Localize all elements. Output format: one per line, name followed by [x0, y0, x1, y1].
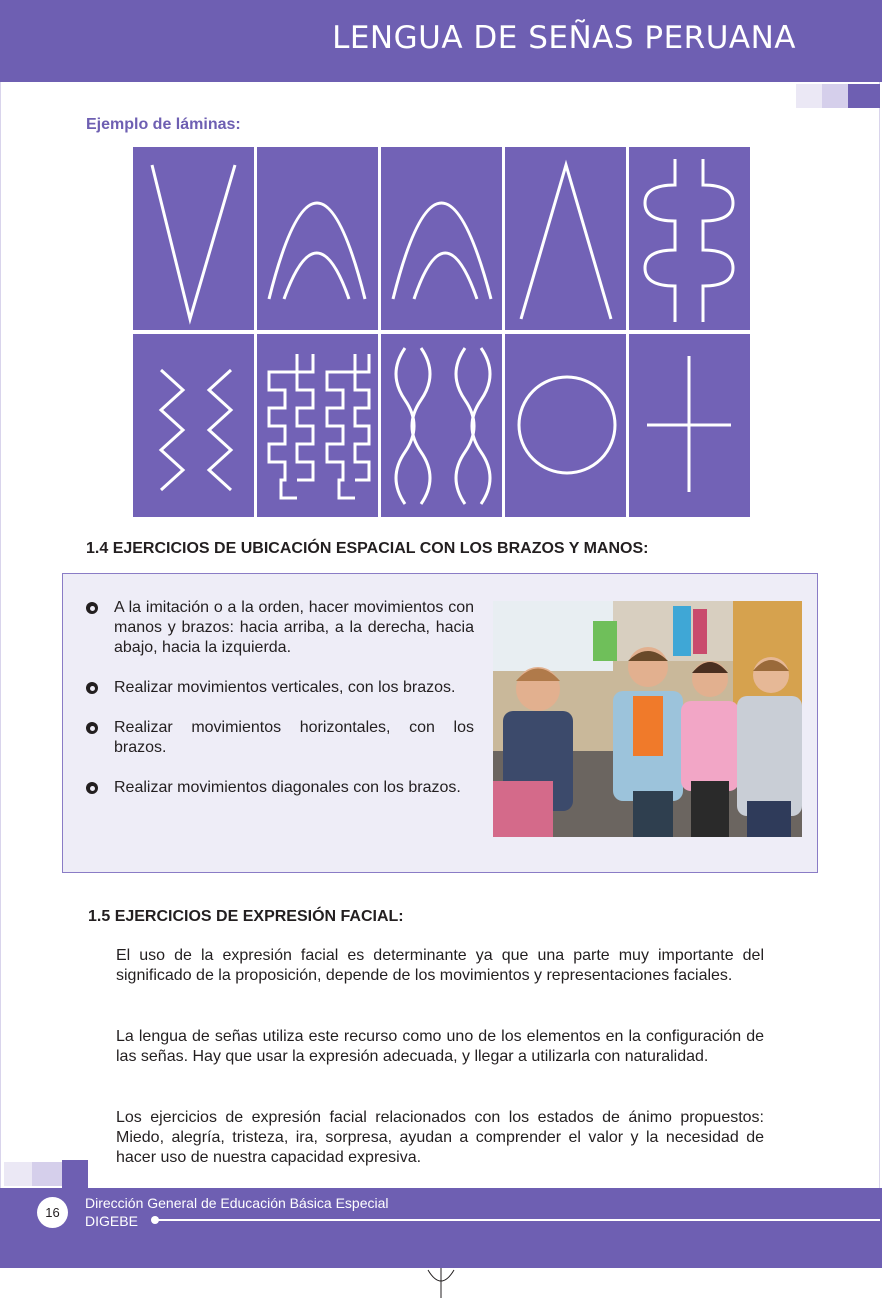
list-item — [86, 778, 474, 798]
stepped-lines-icon — [257, 334, 378, 517]
tile-arch-shape-2 — [381, 147, 502, 330]
circle-icon — [505, 334, 626, 517]
footer-acronym: DIGEBE — [85, 1213, 138, 1229]
footer-tab — [62, 1160, 88, 1188]
paragraph: Los ejercicios de expresión facial relacionados con los estados de ánimo propuestos: Miedo, alegría, tristeza, ira, sorpresa, ayudan a comprender el valor y la necesidad de hacer uso de nuestra capacidad expresiva. — [116, 1109, 764, 1166]
tile-arch-shape — [257, 147, 378, 330]
cross-icon — [629, 334, 750, 517]
corner-decoration — [822, 84, 848, 108]
v-shape-icon — [133, 147, 254, 330]
bullet-icon — [86, 682, 98, 694]
tile-circle-shape — [505, 334, 626, 517]
corner-decoration — [848, 84, 880, 108]
bullet-icon — [86, 782, 98, 794]
list-item — [86, 718, 474, 758]
header-band — [0, 0, 882, 82]
tracing-sheet-grid — [133, 147, 749, 517]
example-label: Ejemplo de láminas: — [86, 116, 241, 133]
bullet-icon — [86, 602, 98, 614]
tile-bulge-shape — [629, 147, 750, 330]
exercise-list — [86, 598, 474, 818]
crop-mark-icon — [426, 1268, 456, 1298]
children-exercise-image — [493, 601, 802, 837]
zigzag-lines-icon — [133, 334, 254, 517]
header-title: LENGUA DE SEÑAS PERUANA — [332, 20, 796, 56]
double-arch-icon — [257, 147, 378, 330]
inverted-v-icon — [505, 147, 626, 330]
list-item — [86, 598, 474, 658]
page-number: 16 — [37, 1197, 68, 1228]
list-item-text: A la imitación o a la orden, hacer movimientos con manos y brazos: hacia arriba, a la derecha, hacia abajo, hacia la izquierda. — [114, 599, 474, 656]
footer-rule — [152, 1219, 880, 1221]
corner-decoration — [32, 1162, 62, 1186]
list-item-text: Realizar movimientos verticales, con los brazos. — [114, 679, 456, 696]
list-item — [86, 678, 474, 698]
tile-zigzag-shape — [133, 334, 254, 517]
wavy-lines-icon — [381, 334, 502, 517]
tile-cross-shape — [629, 334, 750, 517]
tile-wave-shape — [381, 334, 502, 517]
footer-institution: Dirección General de Educación Básica Especial — [85, 1195, 389, 1211]
tile-peak-shape — [505, 147, 626, 330]
tile-v-shape — [133, 147, 254, 330]
list-item-text: Realizar movimientos horizontales, con los brazos. — [114, 719, 474, 756]
section-heading-1-5: 1.5 EJERCICIOS DE EXPRESIÓN FACIAL: — [88, 908, 404, 925]
section-heading-1-4: 1.4 EJERCICIOS DE UBICACIÓN ESPACIAL CON LOS BRAZOS Y MANOS: — [86, 540, 649, 557]
paragraph: El uso de la expresión facial es determinante ya que una parte muy importante del significado de la proposición, depende de los movimientos y representaciones faciales. — [116, 947, 764, 984]
bullet-icon — [86, 722, 98, 734]
paragraph: La lengua de señas utiliza este recurso como uno de los elementos en la configuración de las señas. Hay que usar la expresión adecuada, y llegar a utilizarla con naturalidad. — [116, 1028, 764, 1065]
corner-decoration — [796, 84, 822, 108]
corner-decoration — [4, 1162, 32, 1186]
footer-dot — [151, 1216, 159, 1224]
tile-step-shape — [257, 334, 378, 517]
children-photo — [493, 601, 802, 837]
bulging-lines-icon — [629, 147, 750, 330]
list-item-text: Realizar movimientos diagonales con los brazos. — [114, 779, 461, 796]
double-arch-icon — [381, 147, 502, 330]
